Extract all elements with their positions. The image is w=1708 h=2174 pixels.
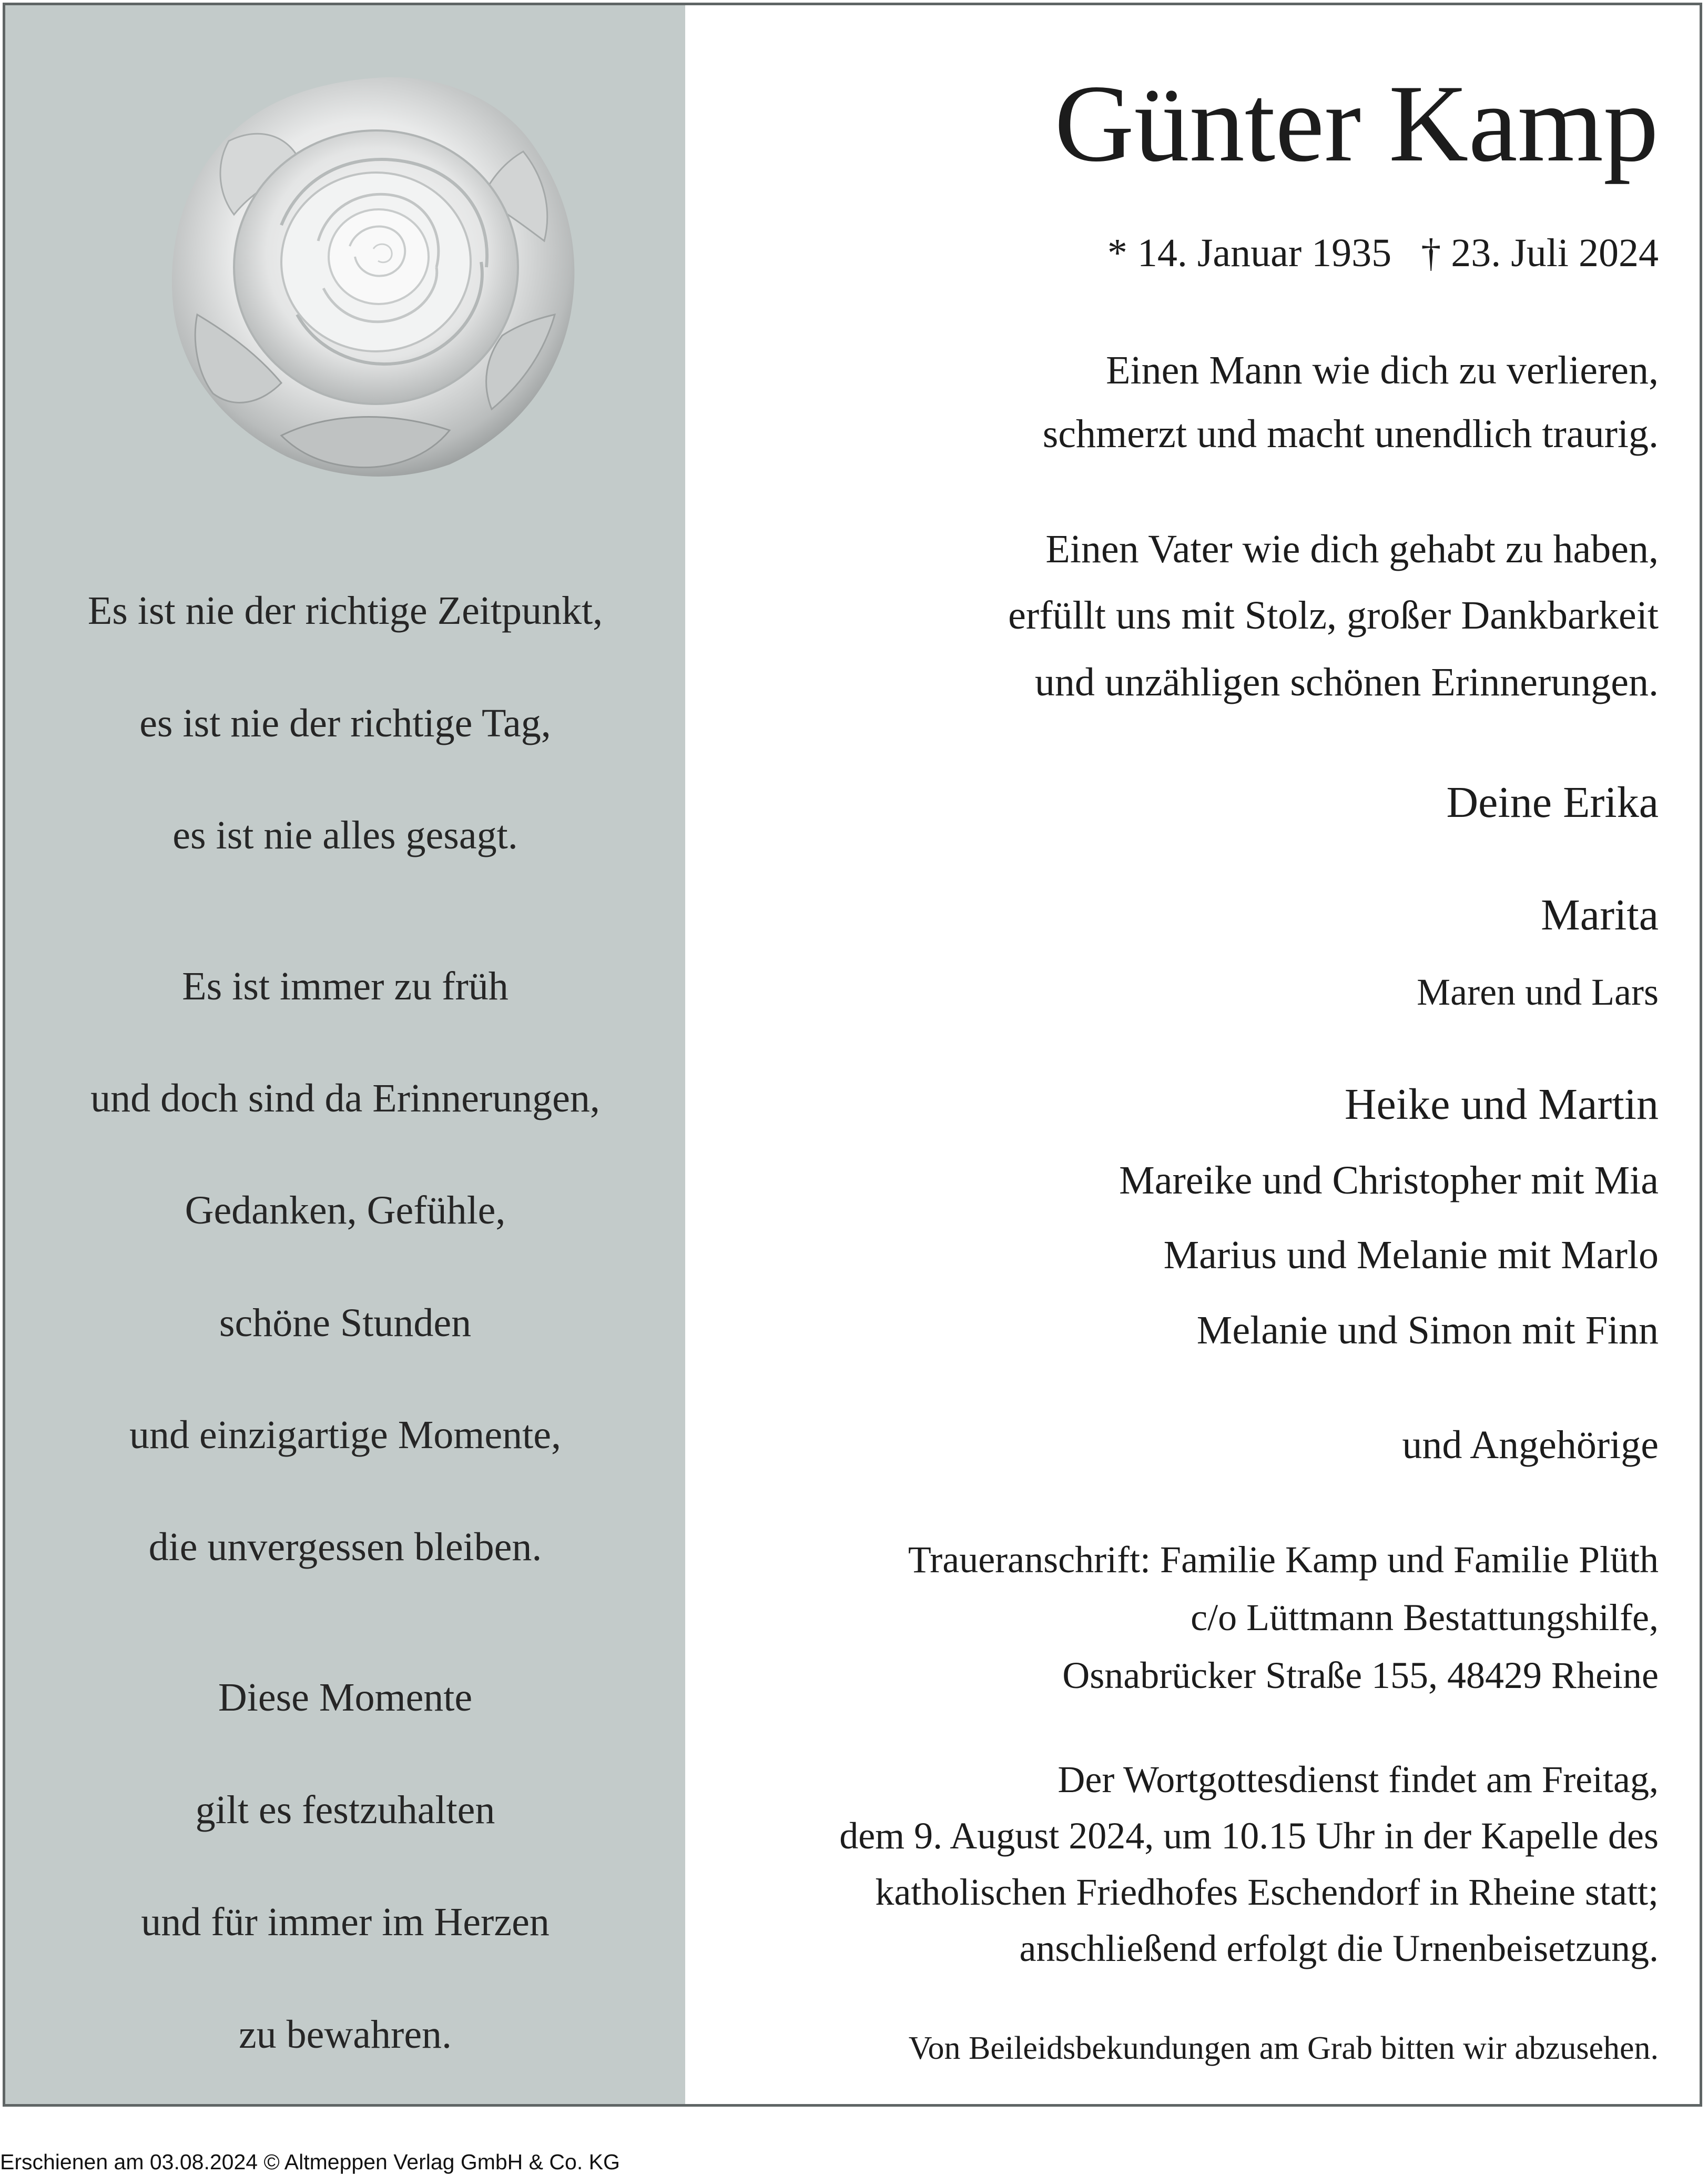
poem-line: die unvergessen bleiben. [148,1525,542,1569]
quote-line: erfüllt uns mit Stolz, großer Dankbarkeit [1008,593,1659,638]
poem-line: Gedanken, Gefühle, [185,1188,506,1232]
mourner-wife: Deine Erika [1446,778,1659,827]
death-date: † 23. Juli 2024 [1421,231,1659,275]
address-line: Osnabrücker Straße 155, 48429 Rheine [1062,1654,1659,1696]
poem-line: und für immer im Herzen [141,1900,550,1944]
mourner-daughter: Heike und Martin [1344,1080,1659,1129]
quote-line: schmerzt und macht unendlich traurig. [1042,412,1659,456]
service-line: dem 9. August 2024, um 10.15 Uhr in der Kapelle des [839,1815,1659,1857]
poem-line: Diese Momente [218,1675,473,1720]
poem-line: Es ist immer zu früh [182,964,509,1008]
quote-line: Einen Mann wie dich zu verlieren, [1106,348,1659,392]
poem-line: zu bewahren. [238,2013,452,2057]
poem-line: und einzigartige Momente, [129,1413,561,1457]
poem-line: es ist nie alles gesagt. [172,813,518,857]
mourner-relatives: und Angehörige [1402,1423,1659,1467]
service-line: katholischen Friedhofes Eschendorf in Rheine statt; [875,1871,1659,1913]
mourner-grandchildren: Marius und Melanie mit Marlo [1163,1233,1659,1277]
birth-date: * 14. Januar 1935 [1107,231,1392,275]
main-column [685,5,1700,2104]
mourner-grandchildren: Melanie und Simon mit Finn [1196,1308,1659,1352]
service-line: anschließend erfolgt die Urnenbeisetzung. [1019,1927,1659,1969]
quote-line: Einen Vater wie dich gehabt zu haben, [1045,527,1659,571]
address-line: c/o Lüttmann Bestattungshilfe, [1191,1596,1659,1639]
address-line: Traueranschrift: Familie Kamp und Familie Plüth [908,1539,1659,1581]
quote-line: und unzähligen schönen Erinnerungen. [1034,660,1659,704]
poem-line: und doch sind da Erinnerungen, [90,1076,600,1120]
mourner-daughter: Marita [1541,891,1659,939]
condolence-note: Von Beileidsbekundungen am Grab bitten wir abzusehen. [908,2030,1659,2066]
poem-line: gilt es festzuhalten [195,1788,495,1832]
white-rose-image [166,67,586,483]
mourner-grandchildren: Maren und Lars [1417,971,1659,1013]
publication-footer: Erschienen am 03.08.2024 © Altmeppen Verlag GmbH & Co. KG [0,2150,620,2174]
poem-line: Es ist nie der richtige Zeitpunkt, [87,589,603,633]
poem-panel [5,5,685,2104]
mourner-grandchildren: Mareike und Christopher mit Mia [1119,1158,1659,1202]
deceased-name: Günter Kamp [1054,63,1659,185]
obituary-notice [3,3,1702,2107]
poem-line: schöne Stunden [219,1301,472,1345]
life-dates [1107,225,1659,281]
service-line: Der Wortgottesdienst findet am Freitag, [1058,1758,1659,1801]
poem-line: es ist nie der richtige Tag, [139,701,551,745]
